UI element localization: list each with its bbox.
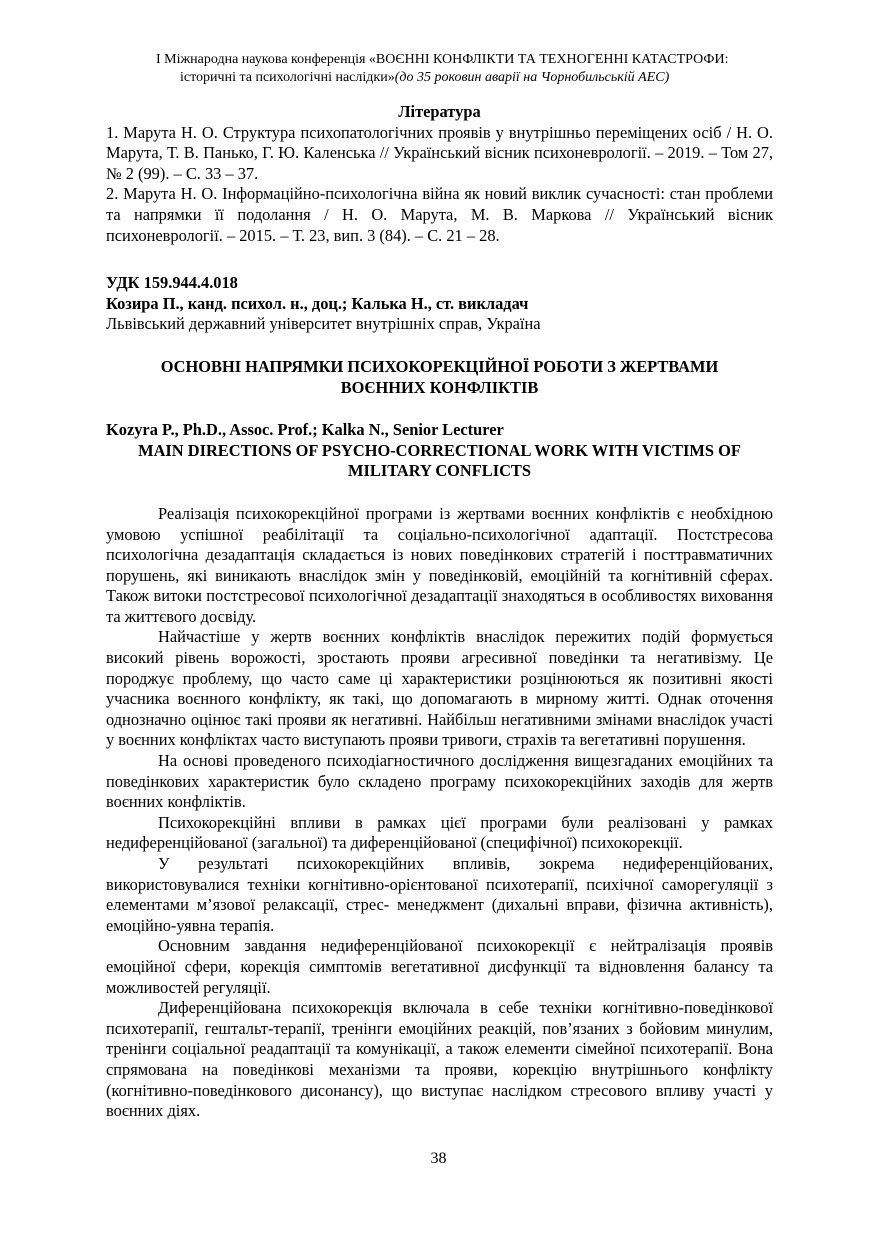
body-paragraph: У результаті психокорекційних впливів, зокрема недиференційованих, використовувалися техніки когнітивно-орієнтованої психотерапії, психічної саморегуляції з елементами м’язової релаксації, стрес- менеджмент (дихальні вправи, фізична активність), емоційно-уявна терапія. bbox=[106, 854, 773, 935]
reference-item: 2. Марута Н. О. Інформаційно-психологічна війна як новий виклик сучасності: стан проблеми та напрямки її подолання / Н. О. Марута, М. В. Маркова // Український вісник психоневрології. – 2015. – Т. 23, вип. 3 (84). – С. 21 – 28. bbox=[106, 184, 773, 245]
body-paragraph: На основі проведеного психодіагностичного дослідження вищезгаданих емоційних та поведінкових характеристик було складено програму психокорекційних заходів для жертв воєнних конфліктів. bbox=[106, 751, 773, 812]
body-paragraph: Реалізація психокорекційної програми із жертвами воєнних конфліктів є необхідною умовою успішної реабілітації та соціально-психологічної адаптації. Постстресова психологічна дезадаптація складається із нових поведінкових стратегій і посттравматичних порушень, які виникають внаслідок змін у поведінковій, емоційній та когнітивній сферах. Також витоки постстресової психологічної дезадаптації знаходяться в особливостях виховання та життєвого досвіду. bbox=[106, 503, 773, 626]
page-number: 38 bbox=[430, 1150, 447, 1167]
title-en-line-2: MILITARY CONFLICTS bbox=[348, 461, 531, 481]
body-paragraph: Психокорекційні впливи в рамках цієї програми були реалізовані у рамках недиференційованої (загальної) та диференційованої (специфічної) психокорекції. bbox=[106, 812, 773, 853]
authors-uk: Козира П., канд. психол. н., доц.; Калька Н., ст. викладач bbox=[106, 293, 529, 313]
affiliation: Львівський державний університет внутрішніх справ, Україна bbox=[106, 314, 541, 334]
body-paragraph: Основним завдання недиференційованої психокорекції є нейтралізація проявів емоційної сфери, корекція симптомів вегетативної дисфункції та відновлення балансу та можливостей регуляції. bbox=[106, 936, 773, 997]
body-paragraph: Диференційована психокорекція включала в себе техніки когнітивно-поведінкової психотерапії, гештальт-терапії, тренінги емоційних реакцій, пов’язаних з бойовим минулим, тренінги соціальної реадаптації та комунікації, а також елементи сімейної психотерапії. Вона спрямована на поведінкові механізми та прояви, корекцію внутрішнього конфлікту (когнітивно-поведінкового дисонансу), що виступає наслідком стресового впливу участі у воєнних діях. bbox=[106, 998, 773, 1121]
header-dedication: (до 35 роковин аварії на Чорнобильській АЕС) bbox=[394, 70, 670, 85]
udk-code: УДК 159.944.4.018 bbox=[106, 273, 238, 293]
article-title-uk bbox=[106, 357, 773, 398]
body-paragraph: Найчастіше у жертв воєнних конфліктів внаслідок пережитих подій формується високий рівень ворожості, зростають прояви агресивної поведінки та негативізму. Це породжує проблему, що часто саме ці характеристики розцінюються як позитивні якості учасника воєнного конфлікту, як такі, що допомагають в мирному житті. Однак оточення однозначно оцінює такі прояви як негативні. Найбільш негативними змінами внаслідок участі у воєнних конфліктах часто виступають прояви тривоги, страхів та вегетативні порушення. bbox=[106, 627, 773, 750]
literature-title: Література bbox=[398, 102, 481, 121]
header-line-2 bbox=[150, 69, 790, 87]
title-en-line-1: MAIN DIRECTIONS OF PSYCHO-CORRECTIONAL WORK WITH VICTIMS OF bbox=[138, 440, 741, 460]
main-content bbox=[106, 102, 773, 1122]
running-header bbox=[150, 51, 790, 87]
reference-item: 1. Марута Н. О. Структура психопатологічних проявів у внутрішньо переміщених осіб / Н. О. Марута, Т. В. Панько, Г. Ю. Каленська // Український вісник психоневрології. – 2019. – Том 27, № 2 (99). – С. 33 – 37. bbox=[106, 122, 773, 183]
header-line-1: І Міжнародна наукова конференція «ВОЄННІ КОНФЛІКТИ ТА ТЕХНОГЕННІ КАТАСТРОФИ: bbox=[156, 52, 729, 67]
title-uk-line-1: ОСНОВНІ НАПРЯМКИ ПСИХОКОРЕКЦІЙНОЇ РОБОТИ З ЖЕРТВАМИ bbox=[160, 356, 719, 376]
article-title-en bbox=[106, 441, 773, 482]
authors-en: Kozyra P., Ph.D., Assoc. Prof.; Kalka N., Senior Lecturer bbox=[106, 420, 504, 440]
title-uk-line-2: ВОЄННИХ КОНФЛІКТІВ bbox=[340, 377, 539, 397]
header-subtitle: історичні та психологічні наслідки» bbox=[180, 70, 395, 85]
